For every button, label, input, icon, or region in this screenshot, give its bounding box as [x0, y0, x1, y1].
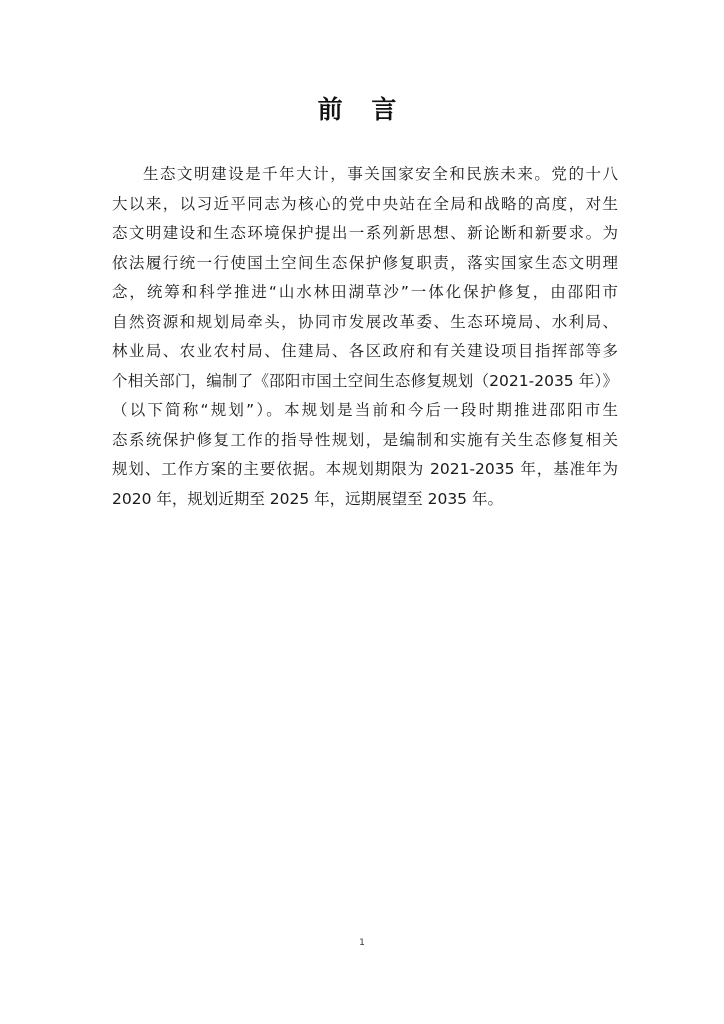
paragraph-line-10: 态系统保护修复工作的指导性规划，是编制和实施有关生态修复相关: [112, 430, 618, 449]
paragraph-line-3: 态文明建设和生态环境保护提出一系列新思想、新论断和新要求。为: [112, 224, 618, 242]
paragraph-line-9: （以下简称“规划”）。本规划是当前和今后一段时期推进邵阳市生: [112, 401, 618, 419]
page-title: 前 言: [317, 95, 407, 124]
paragraph-line-11: 规划、工作方案的主要依据。本规划期限为 2021-2035 年，基准年为: [112, 460, 618, 478]
paragraph-line-1: 生态文明建设是千年大计，事关国家安全和民族未来。党的十八: [143, 165, 618, 183]
paragraph-line-8: 个相关部门，编制了《邵阳市国土空间生态修复规划（2021-2035 年）》: [112, 371, 618, 390]
paragraph-line-7: 林业局、农业农村局、住建局、各区政府和有关建设项目指挥部等多: [112, 342, 618, 360]
page-number: 1: [359, 938, 365, 948]
paragraph-line-5: 念，统筹和科学推进“山水林田湖草沙”一体化保护修复，由邵阳市: [112, 283, 618, 301]
paragraph-line-2: 大以来，以习近平同志为核心的党中央站在全局和战略的高度，对生: [112, 194, 618, 213]
paragraph-line-6: 自然资源和规划局牵头，协同市发展改革委、生态环境局、水利局、: [112, 312, 618, 331]
paragraph-line-12: 2020 年，规划近期至 2025 年，远期展望至 2035 年。: [112, 489, 503, 508]
preface-paragraph: [112, 160, 618, 514]
paragraph-line-4: 依法履行统一行使国土空间生态保护修复职责，落实国家生态文明理: [112, 253, 618, 272]
